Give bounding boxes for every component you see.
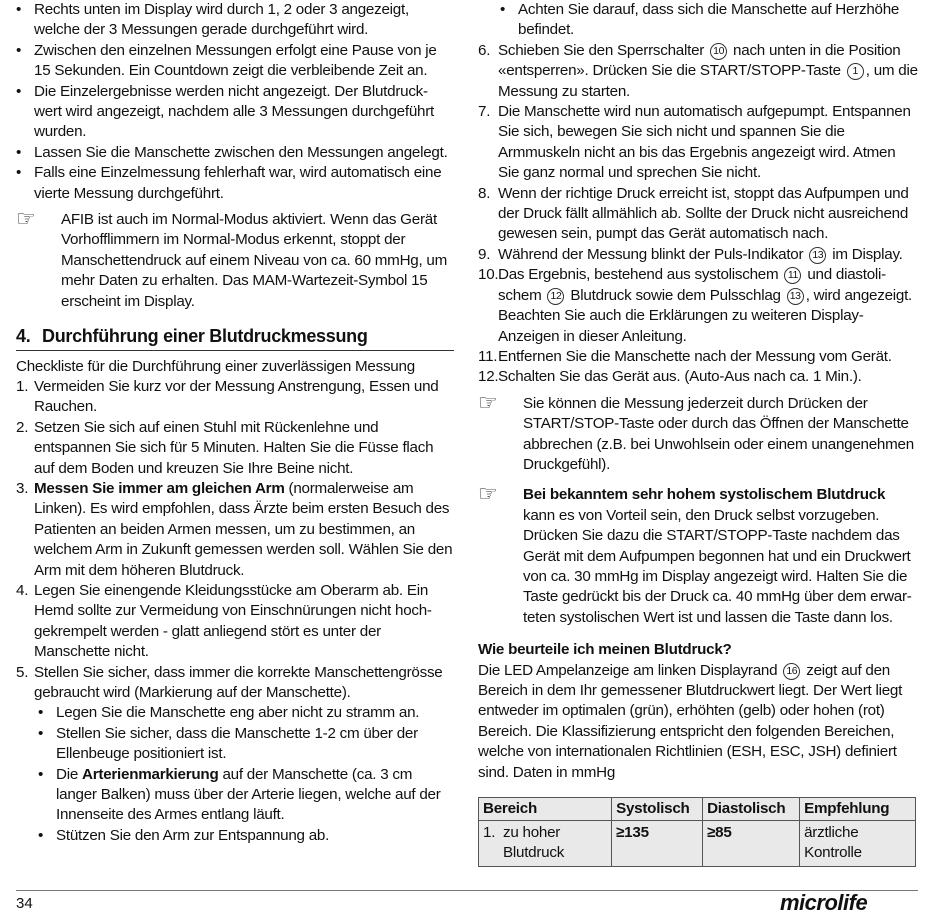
step-1 (16, 377, 454, 418)
step-11 (478, 347, 918, 367)
step-text: , um die Messung zu starten. (498, 62, 918, 100)
step-text: Entfernen Sie die Manschette nach der Messung vom Gerät. (498, 347, 892, 365)
brand-logo: microlife (780, 890, 868, 915)
pointing-hand-icon: ☞ (478, 389, 498, 415)
step-number: 12. (478, 368, 499, 386)
bullet-item: • Die Einzelergebnisse werden nicht angezeigt. Der Blutdruck-wert wird angezeigt, nachdem alle 3 Messungen durchgeführt wurden. (16, 82, 454, 143)
bullet-item: • Zwischen den einzelnen Messungen erfolgt eine Pause von je 15 Sekunden. Ein Countdown zeigt die verbleibende Zeit an. (16, 41, 454, 82)
table-header-row (479, 798, 916, 821)
step-number: 9. (478, 245, 491, 263)
row-label: zu hoher Blutdruck (499, 821, 612, 867)
section-number: 4. (16, 326, 31, 347)
step-8 (478, 184, 918, 245)
step-number: 8. (478, 184, 491, 202)
sub-bullet-bold: Arterienmarkierung (82, 765, 219, 783)
callout-13: 13 (809, 247, 826, 264)
step-text: Legen Sie einengende Kleidungsstücke am Oberarm ab. Ein Hemd sollte zur Vermeidung von Einschnürungen nicht hoch-gekrempelt werden - glatt anliegend stört es unter der Manschette nicht. (34, 581, 432, 661)
note-abort (478, 389, 918, 476)
step-number: 3. (16, 479, 29, 497)
step-text: Vermeiden Sie kurz vor der Messung Anstrengung, Essen und Rauchen. (34, 377, 439, 416)
step-text: Setzen Sie sich auf einen Stuhl mit Rückenlehne und entspannen Sie sich für 5 Minuten. Halten Sie die Füsse flach auf dem Boden und kreuzen Sie Ihre Beine nicht. (34, 418, 434, 477)
step-12 (478, 367, 918, 387)
eval-text (478, 661, 918, 783)
step-4 (16, 581, 454, 663)
step-number: 1. (16, 377, 29, 395)
step-text: Stellen Sie sicher, dass immer die korrekte Manschettengrösse gebraucht wird (Markierung auf der Manschette). (34, 663, 443, 701)
step-text-bold: Messen Sie immer am gleichen Arm (34, 479, 285, 497)
callout-10: 10 (710, 43, 727, 60)
step-number: 6. (478, 41, 491, 59)
step-number: 2. (16, 418, 29, 436)
step-3 (16, 479, 454, 581)
right-column (478, 0, 918, 867)
step-number: 7. (478, 103, 491, 121)
step-text: nach unten in die Position «entsperren». Drücken Sie die START/STOPP-Taste (498, 41, 901, 80)
row-recommendation: ärztliche Kontrolle (800, 821, 916, 867)
bullet-item: • Rechts unten im Display wird durch 1, 2 oder 3 angezeigt, welche der 3 Messungen gerade durchgeführt wird. (16, 0, 454, 41)
step-text: und diastoli-schem (498, 266, 886, 304)
bp-classification-table (478, 797, 916, 867)
bullet-item: • Falls eine Einzelmessung fehlerhaft war, wird automatisch eine vierte Messung durchgeführt. (16, 163, 454, 204)
table-row (479, 821, 916, 867)
step-10 (478, 265, 918, 347)
note-text: Sie können die Messung jederzeit durch Drücken der START/STOP-Taste oder durch das Öffnen der Manschette abbrechen (z.B. bei Unwohlsein oder einem unangenehmen Druckgefühl). (523, 394, 914, 473)
callout-12: 12 (547, 288, 564, 305)
eval-text-part: zeigt auf den Bereich in dem Ihr gemessener Blutdruckwert liegt. Der Wert liegt entweder im optimalen (grün), erhöhten (gelb) oder hohen (rot) Bereich. Die Klassifizierung entspricht den folgenden Bereichen, welche von internationalen Richtlinien (ESH, ESC, JSH) definiert sind. Daten in mmHg (478, 661, 903, 781)
step-text: (normalerweise am Linken). Es wird empfohlen, dass Ärzte beim ersten Besuch des Patienten an beiden Armen messen, um zu bestimmen, an welchem Arm in Zukunft gemessen werden soll. Wählen Sie den Arm mit dem höheren Blutdruck. (34, 479, 453, 579)
header-empfehlung: Empfehlung (800, 798, 916, 821)
step-text: Das Ergebnis, bestehend aus systolischem (498, 266, 783, 284)
section-title: Durchführung einer Blutdruckmessung (42, 326, 368, 347)
note-text: kann es von Vorteil sein, den Druck selbst vorzugeben. Drücken Sie dazu die START/STOPP-Taste nachdem das Gerät mit dem Aufpumpen begonnen hat und ein Druckwert von ca. 30 mmHg im Display angezeigt wird. Halten Sie die Taste gedrückt bis der Druck ca. 40 mmHg über dem erwar-teten systolischen Wert ist und lassen die Taste dann los. (523, 506, 912, 626)
note-high-pressure (478, 481, 918, 628)
eval-text-part: Die LED Ampelanzeige am linken Displayrand (478, 661, 782, 679)
step-text: Schieben Sie den Sperrschalter (498, 41, 709, 59)
step-7 (478, 102, 918, 184)
sub-bullet (16, 765, 454, 826)
step-5 (16, 663, 454, 704)
sub-bullet-text: Die (56, 765, 83, 783)
left-column (16, 0, 454, 846)
step-2 (16, 418, 454, 479)
step-text: Blutdruck sowie dem Pulsschlag (566, 286, 785, 304)
eval-heading: Wie beurteile ich meinen Blutdruck? (478, 641, 732, 659)
row-number: 1. (479, 821, 500, 867)
callout-11: 11 (784, 267, 801, 284)
step-6 (478, 41, 918, 102)
step-9 (478, 245, 918, 265)
sub-bullet: • Legen Sie die Manschette eng aber nicht zu stramm an. (16, 703, 454, 723)
pointing-hand-icon: ☞ (478, 481, 498, 507)
header-bereich: Bereich (479, 798, 612, 821)
step-number: 11. (478, 347, 498, 365)
callout-1: 1 (847, 63, 864, 80)
step-number: 10. (478, 266, 499, 284)
callout-16: 16 (783, 663, 800, 680)
step-number: 4. (16, 581, 29, 599)
step-text: Während der Messung blinkt der Puls-Indikator (498, 245, 808, 263)
bullet-item: • Lassen Sie die Manschette zwischen den Messungen angelegt. (16, 143, 454, 163)
step-text: , wird angezeigt. Beachten Sie auch die Erklärungen zu weiteren Display-Anzeigen in dieser Anleitung. (498, 286, 913, 345)
step-text: im Display. (828, 245, 903, 263)
section-heading (16, 326, 454, 350)
row-diastolic: ≥85 (703, 821, 800, 867)
sub-bullet: • Stellen Sie sicher, dass die Manschette 1-2 cm über der Ellenbeuge positioniert ist. (16, 724, 454, 765)
sub-bullet-text: auf der Manschette (ca. 3 cm langer Balken) muss über der Arterie liegen, welche auf der Innenseite des Armes entlang läuft. (56, 765, 441, 824)
note-afib (16, 206, 454, 312)
step-number: 5. (16, 663, 29, 681)
row-systolic: ≥135 (612, 821, 703, 867)
header-systolisch: Systolisch (612, 798, 703, 821)
step-text: Wenn der richtige Druck erreicht ist, stoppt das Aufpumpen und der Druck fällt allmählich ab. Sollte der Druck nicht ausreichend gewesen sein, pumpt das Gerät automatisch nach. (498, 184, 909, 243)
step-text: Die Manschette wird nun automatisch aufgepumpt. Entspannen Sie sich, bewegen Sie sich nicht und spannen Sie die Armmuskeln nicht an bis das Ergebnis angezeigt wird. Atmen Sie ganz normal und sprechen Sie nicht. (498, 103, 911, 182)
sub-bullet: • Stützen Sie den Arm zur Entspannung ab. (16, 826, 454, 846)
callout-13: 13 (787, 288, 804, 305)
note-text: AFIB ist auch im Normal-Modus aktiviert. Wenn das Gerät Vorhofflimmern im Normal-Modus erkennt, stoppt der Manschettendruck auf einem Niveau von ca. 60 mmHg, um mehr Daten zu erhalten. Das MAM-Wartezeit-Symbol 15 erscheint im Display. (61, 211, 448, 310)
step-text: Schalten Sie das Gerät aus. (Auto-Aus nach ca. 1 Min.). (498, 368, 862, 386)
pointing-hand-icon: ☞ (16, 206, 36, 232)
sub-bullet: • Achten Sie darauf, dass sich die Manschette auf Herzhöhe befindet. (478, 0, 918, 41)
note-bold: Bei bekanntem sehr hohem systolischem Blutdruck (523, 486, 886, 504)
page-number: 34 (16, 895, 33, 912)
header-diastolisch: Diastolisch (703, 798, 800, 821)
checklist-intro: Checkliste für die Durchführung einer zuverlässigen Messung (16, 357, 415, 375)
